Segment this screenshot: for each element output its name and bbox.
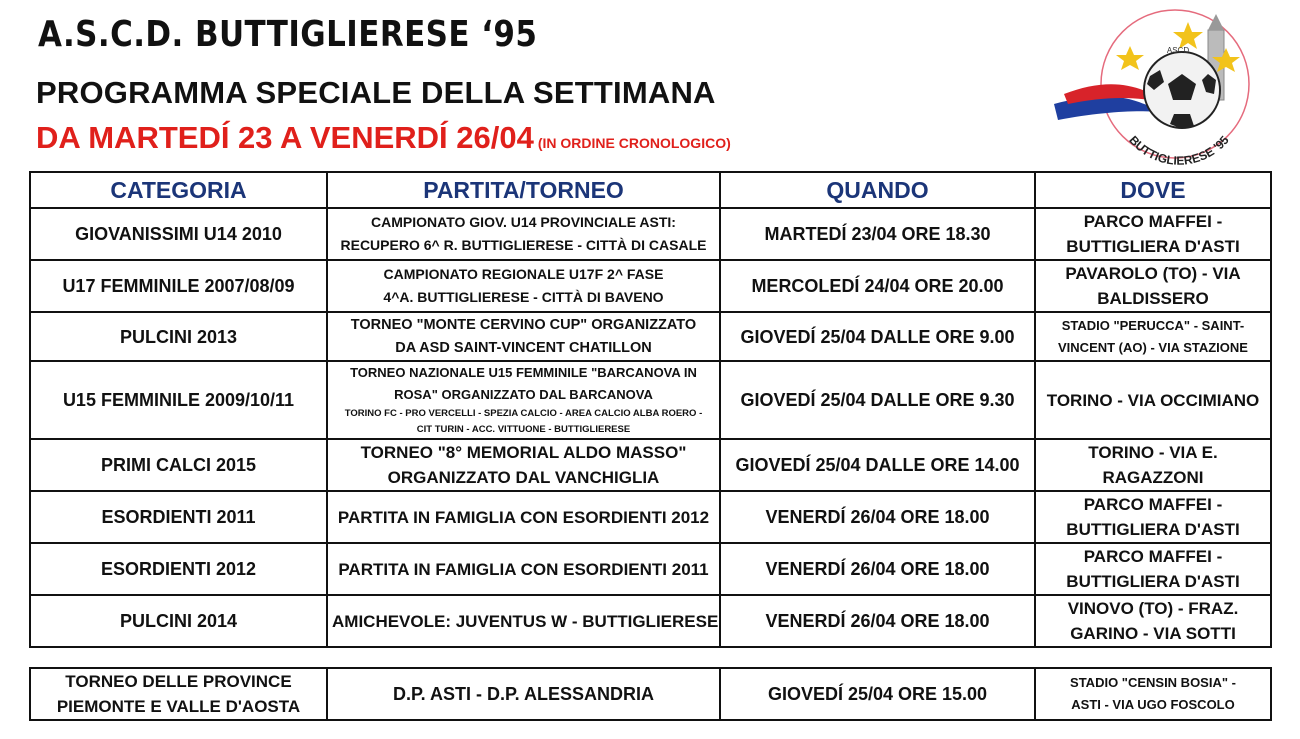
schedule-table [29, 171, 1272, 648]
table-row [30, 361, 1271, 439]
cell-categoria: ESORDIENTI 2012 [30, 543, 327, 595]
date-range-text: DA MARTEDÍ 23 A VENERDÍ 26/04 [36, 120, 534, 155]
dove-line: VINCENT (AO) - VIA STAZIONE [1058, 339, 1248, 355]
partita-line: ORGANIZZATO DAL VANCHIGLIA [387, 468, 660, 487]
cell-categoria: PRIMI CALCI 2015 [30, 439, 327, 491]
cell-categoria: GIOVANISSIMI U14 2010 [30, 208, 327, 260]
cell-quando: GIOVEDÍ 25/04 DALLE ORE 9.00 [720, 312, 1035, 361]
cell-partita [327, 491, 720, 543]
cell-partita [327, 439, 720, 491]
cell-partita [327, 543, 720, 595]
cell-dove [1035, 491, 1271, 543]
cell-quando: GIOVEDÍ 25/04 ORE 15.00 [720, 668, 1035, 720]
dove-line: RAGAZZONI [1102, 468, 1204, 487]
partita-line: 4^A. BUTTIGLIERESE - CITTÀ DI BAVENO [383, 289, 664, 305]
cell-partita [327, 595, 720, 647]
cell-dove [1035, 208, 1271, 260]
logo-top-text: ASCD [1166, 46, 1190, 55]
table-row [30, 543, 1271, 595]
dove-line: PARCO MAFFEI - [1083, 212, 1223, 231]
cell-dove [1035, 595, 1271, 647]
program-subtitle: PROGRAMMA SPECIALE DELLA SETTIMANA [36, 75, 716, 110]
table-row [30, 668, 1271, 720]
header-dove: DOVE [1035, 172, 1271, 208]
logo-ring-textpath: BUTTIGLIERESE '95 [1126, 132, 1232, 168]
table-row [30, 208, 1271, 260]
dove-line: STADIO "CENSIN BOSIA" - [1070, 675, 1236, 690]
partita-line: DA ASD SAINT-VINCENT CHATILLON [395, 339, 652, 356]
partita-line: CAMPIONATO REGIONALE U17F 2^ FASE [383, 266, 664, 282]
cell-quando: VENERDÍ 26/04 ORE 18.00 [720, 491, 1035, 543]
dove-line: ASTI - VIA UGO FOSCOLO [1071, 697, 1235, 712]
cell-partita [327, 260, 720, 312]
cell-dove [1035, 668, 1271, 720]
dove-line: GARINO - VIA SOTTI [1070, 624, 1236, 643]
order-note: (IN ORDINE CRONOLOGICO) [537, 135, 731, 151]
dove-line: BALDISSERO [1097, 289, 1209, 308]
cell-categoria: PULCINI 2013 [30, 312, 327, 361]
partita-line: PARTITA IN FAMIGLIA CON ESORDIENTI 2012 [337, 507, 710, 527]
cell-categoria: U15 FEMMINILE 2009/10/11 [30, 361, 327, 439]
dove-line: PARCO MAFFEI - [1083, 547, 1223, 566]
table-row [30, 312, 1271, 361]
categoria-line: PIEMONTE E VALLE D'AOSTA [56, 697, 301, 716]
cell-quando: MERCOLEDÍ 24/04 ORE 20.00 [720, 260, 1035, 312]
cell-quando: GIOVEDÍ 25/04 DALLE ORE 14.00 [720, 439, 1035, 491]
cell-partita [327, 312, 720, 361]
partita-line: ROSA" ORGANIZZATO DAL BARCANOVA [394, 387, 653, 402]
table-header-row [30, 172, 1271, 208]
partita-line: TORNEO "MONTE CERVINO CUP" ORGANIZZATO [350, 316, 697, 333]
cell-quando: MARTEDÍ 23/04 ORE 18.30 [720, 208, 1035, 260]
cell-quando: GIOVEDÍ 25/04 DALLE ORE 9.30 [720, 361, 1035, 439]
cell-dove [1035, 361, 1271, 439]
partita-line: TORNEO "8° MEMORIAL ALDO MASSO" [360, 443, 687, 462]
header-partita: PARTITA/TORNEO [327, 172, 720, 208]
dove-line: STADIO "PERUCCA" - SAINT- [1061, 317, 1245, 333]
cell-categoria: ESORDIENTI 2011 [30, 491, 327, 543]
dove-line: TORINO - VIA E. [1088, 443, 1218, 462]
club-logo [1050, 8, 1265, 168]
cell-partita: D.P. ASTI - D.P. ALESSANDRIA [327, 668, 720, 720]
cell-partita [327, 208, 720, 260]
cell-dove [1035, 260, 1271, 312]
partita-line: PARTITA IN FAMIGLIA CON ESORDIENTI 2011 [338, 559, 709, 579]
cell-dove [1035, 439, 1271, 491]
cell-categoria: PULCINI 2014 [30, 595, 327, 647]
partita-line: RECUPERO 6^ R. BUTTIGLIERESE - CITTÀ DI CASALE [340, 237, 707, 253]
table-row [30, 491, 1271, 543]
cell-partita [327, 361, 720, 439]
cell-dove [1035, 312, 1271, 361]
cell-categoria: U17 FEMMINILE 2007/08/09 [30, 260, 327, 312]
dove-line: PAVAROLO (TO) - VIA [1065, 264, 1241, 283]
dove-line: TORINO - VIA OCCIMIANO [1046, 390, 1260, 410]
table-row [30, 260, 1271, 312]
partita-detail-line: TORINO FC - PRO VERCELLI - SPEZIA CALCIO - AREA CALCIO ALBA ROERO - [344, 408, 703, 419]
partita-line: CAMPIONATO GIOV. U14 PROVINCIALE ASTI: [371, 214, 676, 230]
date-range [36, 120, 731, 156]
extra-match-table [29, 667, 1272, 721]
header-categoria: CATEGORIA [30, 172, 327, 208]
cell-quando: VENERDÍ 26/04 ORE 18.00 [720, 595, 1035, 647]
dove-line: BUTTIGLIERA D'ASTI [1066, 520, 1240, 539]
dove-line: PARCO MAFFEI - [1083, 495, 1223, 514]
dove-line: BUTTIGLIERA D'ASTI [1066, 237, 1240, 256]
table-row [30, 439, 1271, 491]
partita-line: TORNEO NAZIONALE U15 FEMMINILE "BARCANOVA IN [350, 365, 697, 380]
partita-detail-line: CIT TURIN - ACC. VITTUONE - BUTTIGLIERESE [416, 424, 631, 435]
dove-line: VINOVO (TO) - FRAZ. [1067, 599, 1239, 618]
categoria-line: TORNEO DELLE PROVINCE [65, 672, 292, 691]
partita-line: AMICHEVOLE: JUVENTUS W - BUTTIGLIERESE [332, 611, 719, 631]
dove-line: BUTTIGLIERA D'ASTI [1066, 572, 1240, 591]
table-row [30, 595, 1271, 647]
header-quando: QUANDO [720, 172, 1035, 208]
club-title: A.S.C.D. BUTTIGLIERESE ‘95 [38, 14, 538, 55]
cell-quando: VENERDÍ 26/04 ORE 18.00 [720, 543, 1035, 595]
cell-dove [1035, 543, 1271, 595]
cell-categoria [30, 668, 327, 720]
